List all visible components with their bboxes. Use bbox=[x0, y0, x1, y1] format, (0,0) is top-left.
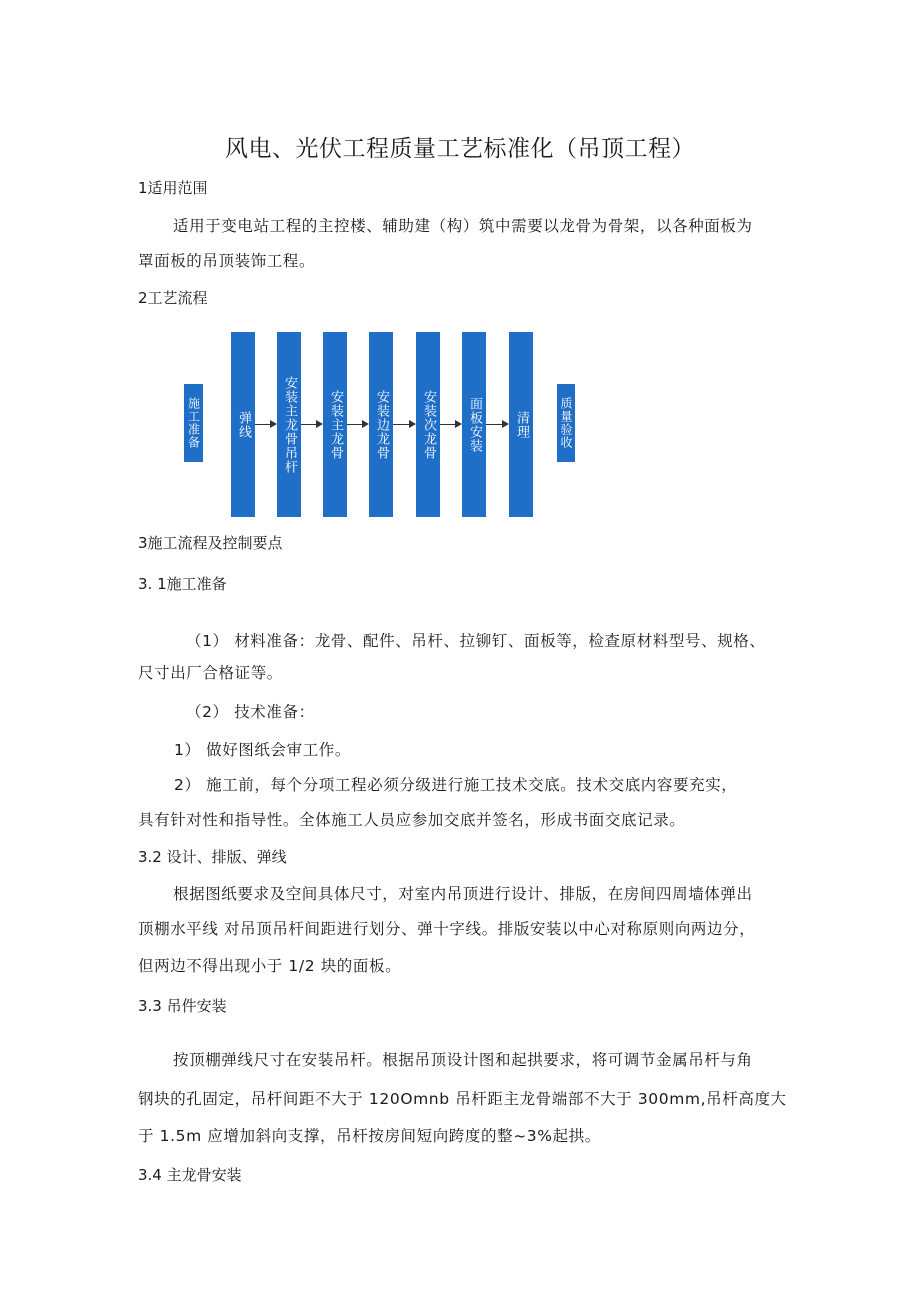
section-1-para-line-2: 罩面板的吊顶装饰工程。 bbox=[138, 252, 316, 270]
section-3-3-heading: 3.3 吊件安装 bbox=[138, 997, 227, 1015]
flow-start-box: 施工准备 bbox=[184, 384, 203, 462]
flow-arrow-3-head bbox=[362, 420, 369, 428]
flow-arrow-4-line bbox=[393, 424, 409, 425]
item-1-line-2: 尺寸出厂合格证等。 bbox=[138, 664, 283, 682]
section-1-para-line-1: 适用于变电站工程的主控楼、辅助建（构）筑中需要以龙骨为骨架，以各种面板为 bbox=[173, 217, 753, 235]
section-3-3-line-2: 钢块的孔固定，吊杆间距不大于 120Omnb 吊杆距主龙骨端部不大于 300mm,吊杆高度大 bbox=[138, 1090, 787, 1108]
section-1-heading: 1适用范围 bbox=[138, 179, 208, 197]
section-2-heading: 2工艺流程 bbox=[138, 289, 208, 307]
flow-arrow-6-line bbox=[486, 424, 502, 425]
section-3-4-heading: 3.4 主龙骨安装 bbox=[138, 1166, 242, 1184]
flow-step-1: 弹线 bbox=[231, 332, 255, 517]
section-3-3-line-3: 于 1.5m 应增加斜向支撑，吊杆按房间短向跨度的整~3%起拱。 bbox=[138, 1127, 601, 1145]
section-3-2-line-3: 但两边不得出现小于 1/2 块的面板。 bbox=[138, 957, 402, 975]
sub-item-1: 1） 做好图纸会审工作。 bbox=[174, 741, 351, 759]
section-3-2-line-2: 顶棚水平线 对吊顶吊杆间距进行划分、弹十字线。排版安装以中心对称原则向两边分， bbox=[138, 920, 756, 938]
flow-step-6: 面板安装 bbox=[462, 332, 486, 517]
section-3-2-heading: 3.2 设计、排版、弹线 bbox=[138, 848, 287, 866]
flow-arrow-4-head bbox=[409, 420, 416, 428]
section-3-3-line-1: 按顶棚弹线尺寸在安装吊杆。根据吊顶设计图和起拱要求，将可调节金属吊杆与角 bbox=[173, 1051, 753, 1069]
flow-arrow-2-line bbox=[301, 424, 316, 425]
page-title: 风电、光伏工程质量工艺标准化（吊顶工程） bbox=[225, 136, 695, 162]
item-1-line-1: （1） 材料准备：龙骨、配件、吊杆、拉铆钉、面板等，检查原材料型号、规格、 bbox=[186, 632, 766, 650]
flow-arrow-2-head bbox=[316, 420, 323, 428]
flow-step-2: 安装主龙骨吊杆 bbox=[277, 332, 301, 517]
flow-step-5: 安装次龙骨 bbox=[416, 332, 440, 517]
flow-end-box: 质量验收 bbox=[557, 384, 575, 462]
sub-item-2-line-1: 2） 施工前，每个分项工程必须分级进行施工技术交底。技术交底内容要充实， bbox=[174, 776, 738, 794]
flow-step-4: 安装边龙骨 bbox=[369, 332, 393, 517]
flow-step-7: 清理 bbox=[509, 332, 533, 517]
flow-arrow-6-head bbox=[502, 420, 509, 428]
flow-arrow-5-line bbox=[440, 424, 455, 425]
sub-item-2-line-2: 具有针对性和指导性。全体施工人员应参加交底并签名，形成书面交底记录。 bbox=[138, 811, 686, 829]
flow-arrow-5-head bbox=[455, 420, 462, 428]
section-3-heading: 3施工流程及控制要点 bbox=[138, 534, 283, 552]
section-3-1-heading: 3. 1施工准备 bbox=[138, 575, 227, 593]
flow-step-3: 安装主龙骨 bbox=[323, 332, 347, 517]
item-2: （2） 技术准备： bbox=[186, 703, 315, 721]
flow-arrow-1-line bbox=[255, 424, 270, 425]
flow-arrow-1-head bbox=[270, 420, 277, 428]
flow-arrow-3-line bbox=[347, 424, 362, 425]
section-3-2-line-1: 根据图纸要求及空间具体尺寸，对室内吊顶进行设计、排版，在房间四周墙体弹出 bbox=[173, 885, 753, 903]
